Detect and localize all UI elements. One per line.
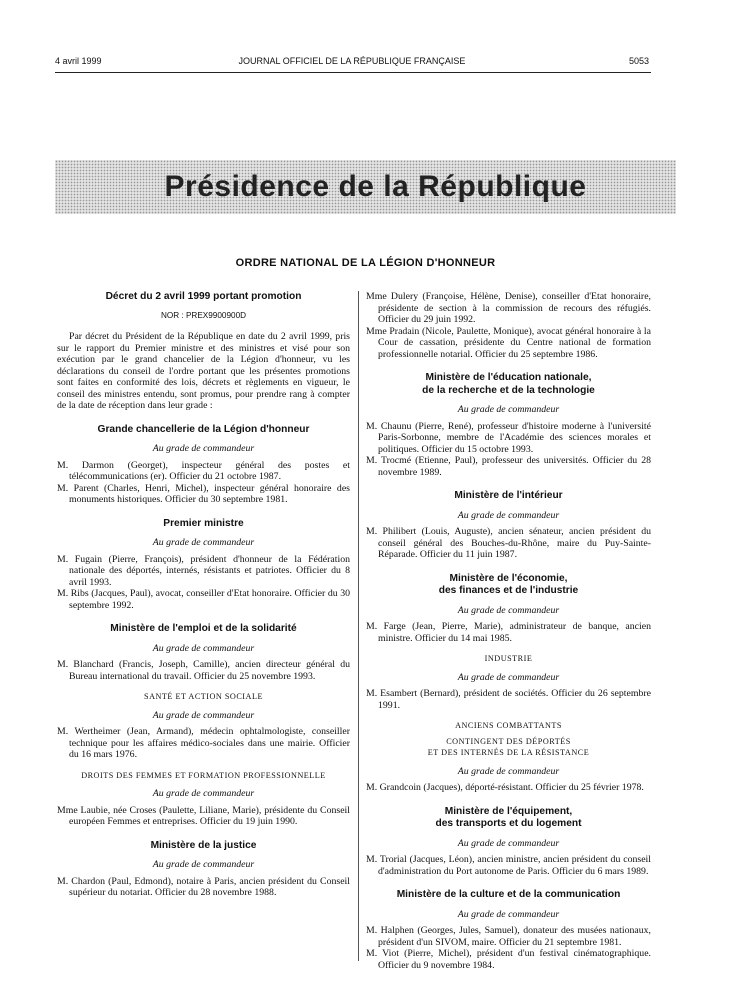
section-title-line: Ministère de l'éducation nationale, <box>425 372 592 383</box>
section-title: Ministère de l'emploi et de la solidarité <box>110 623 297 634</box>
section-title: Ministère de l'intérieur <box>454 490 563 501</box>
grade-label: Au grade de commandeur <box>457 765 560 777</box>
promotion-entry: M. Ribs (Jacques, Paul), avocat, conseiller d'Etat honoraire. Officier du 30 septembre 1992. <box>57 588 350 611</box>
promotion-entry: M. Trocmé (Etienne, Paul), professeur des universités. Officier du 28 novembre 1989. <box>366 455 651 478</box>
running-header <box>55 56 649 70</box>
subsection-title: DROITS DES FEMMES ET FORMATION PROFESSIONNELLE <box>81 770 326 780</box>
subsection-title: ANCIENS COMBATTANTS <box>455 721 562 730</box>
grade-label: Au grade de commandeur <box>457 908 560 920</box>
section-title <box>366 372 651 397</box>
promotion-entry: Mme Pradain (Nicole, Paulette, Monique), avocat général honoraire à la Cour de cassation, présidente du Centre national de formation professionnelle notarial. Officier du 25 septembre 1986. <box>366 325 651 360</box>
section-title: Ministère de la justice <box>150 839 257 851</box>
grade-label: Au grade de commandeur <box>152 642 255 654</box>
promotion-entry: M. Philibert (Louis, Auguste), ancien sénateur, ancien président du conseil général des Bouches-du-Rhône, maire du Puy-Sainte-Réparade. Officier du 11 juin 1987. <box>366 526 651 560</box>
promotion-entry: M. Grandcoin (Jacques), déporté-résistant. Officier du 25 février 1978. <box>366 782 644 793</box>
promotion-entry: M. Esambert (Bernard), président de sociétés. Officier du 26 septembre 1991. <box>366 688 651 711</box>
column-divider <box>358 291 359 961</box>
left-column <box>57 291 350 899</box>
section-banner <box>55 160 676 214</box>
grade-label: Au grade de commandeur <box>152 443 255 454</box>
promotion-entry: M. Farge (Jean, Pierre, Marie), administrateur de banque, ancien ministre. Officier du 14 mai 1985. <box>366 621 651 644</box>
grade-label: Au grade de commandeur <box>457 837 560 849</box>
promotion-entry: M. Parent (Charles, Henri, Michel), inspecteur général honoraire des monuments historiques. Officier du 30 septembre 1981. <box>57 482 350 505</box>
promotion-entry: Mme Dulery (Françoise, Hélène, Denise), conseiller d'Etat honoraire, présidente de section à la commission de recours des réfugiés. Officier du 29 juin 1992. <box>366 291 651 325</box>
subsection-title: SANTÉ ET ACTION SOCIALE <box>144 692 263 701</box>
section-title: Premier ministre <box>163 517 244 529</box>
grade-label: Au grade de commandeur <box>457 671 560 683</box>
section-title: Ministère de la culture et de la communication <box>396 889 621 900</box>
grade-label: Au grade de commandeur <box>152 788 255 799</box>
grade-label: Au grade de commandeur <box>152 859 255 870</box>
grade-label: Au grade de commandeur <box>152 709 255 721</box>
promotion-entry: M. Viot (Pierre, Michel), président d'un festival cinématographique. Officier du 9 novembre 1984. <box>366 948 651 971</box>
section-title-line: des transports et du logement <box>435 818 582 829</box>
section-title <box>366 806 651 831</box>
section-title-line: des finances et de l'industrie <box>438 585 579 596</box>
grade-label: Au grade de commandeur <box>457 509 560 521</box>
grade-label: Au grade de commandeur <box>457 404 560 415</box>
header-date: 4 avril 1999 <box>55 56 102 66</box>
section-title: Grande chancellerie de la Légion d'honneur <box>97 423 310 435</box>
promotion-entry: M. Fugain (Pierre, François), président d'honneur de la Fédération nationale des déportés, internés, résistants et patriotes. Officier du 8 avril 1993. <box>57 553 350 588</box>
promotion-entry: M. Chardon (Paul, Edmond), notaire à Paris, ancien président du Conseil supérieur du notariat. Officier du 28 novembre 1988. <box>57 875 350 898</box>
grade-label: Au grade de commandeur <box>457 604 560 616</box>
section-title <box>366 573 651 598</box>
decree-intro: Par décret du Président de la République en date du 2 avril 1999, pris sur le rapport du Premier ministre et des ministres et visé pour son exécution par le grand chancelier de la Légion d'honneur, vu les déclarations du conseil de l'ordre portant que les présentes promotions sont faites en conformité des lois, décrets et règlements en vigueur, le conseil des ministres entendu, sont promus, pour prendre rang à compter de la date de réception dans leur grade : <box>57 331 350 411</box>
banner-title: Présidence de la République <box>164 170 587 203</box>
promotion-entry: Mme Laubie, née Croses (Paulette, Liliane, Marie), présidente du Conseil européen Femmes et entreprises. Officier du 19 juin 1990. <box>57 804 350 827</box>
subsection-title: ET DES INTERNÉS DE LA RÉSISTANCE <box>427 748 590 757</box>
subsection-title: INDUSTRIE <box>484 654 533 663</box>
promotion-entry: M. Halphen (Georges, Jules, Samuel), donateur des musées nationaux, président d'un SIVOM, maire. Officier du 21 septembre 1981. <box>366 925 651 948</box>
subsection-title: CONTINGENT DES DÉPORTÉS <box>446 736 571 746</box>
nor-reference: NOR : PREX9900900D <box>160 310 247 320</box>
promotion-entry: M. Darmon (Georget), inspecteur général des postes et télécommunications (er). Officier du 21 octobre 1987. <box>57 459 350 482</box>
order-title: ORDRE NATIONAL DE LA LÉGION D'HONNEUR <box>235 257 496 269</box>
header-page-number: 5053 <box>628 56 649 66</box>
promotion-entry: M. Chaunu (Pierre, René), professeur d'histoire moderne à l'université Paris-Sorbonne, membre de l'Académie des sciences morales et politiques. Officier du 15 octobre 1993. <box>366 420 651 455</box>
header-journal-title: JOURNAL OFFICIEL DE LA RÉPUBLIQUE FRANÇAISE <box>238 56 466 66</box>
right-column <box>366 291 651 971</box>
section-title-line: de la recherche et de la technologie <box>422 384 595 396</box>
section-title-line: Ministère de l'économie, <box>449 572 568 584</box>
decree-title: Décret du 2 avril 1999 portant promotion <box>105 291 302 302</box>
section-title-line: Ministère de l'équipement, <box>444 805 573 817</box>
grade-label: Au grade de commandeur <box>152 537 255 548</box>
promotion-entry: M. Trorial (Jacques, Léon), ancien ministre, ancien président du conseil d'administration du Port autonome de Paris. Officier du 6 mars 1989. <box>366 854 651 877</box>
promotion-entry: M. Wertheimer (Jean, Armand), médecin ophtalmologiste, conseiller technique pour les affaires médico-sociales dans une mairie. Officier du 16 mars 1976. <box>57 726 350 760</box>
header-rule <box>55 72 651 73</box>
promotion-entry: M. Blanchard (Francis, Joseph, Camille), ancien directeur général du Bureau international du travail. Officier du 25 novembre 1993. <box>57 659 350 682</box>
